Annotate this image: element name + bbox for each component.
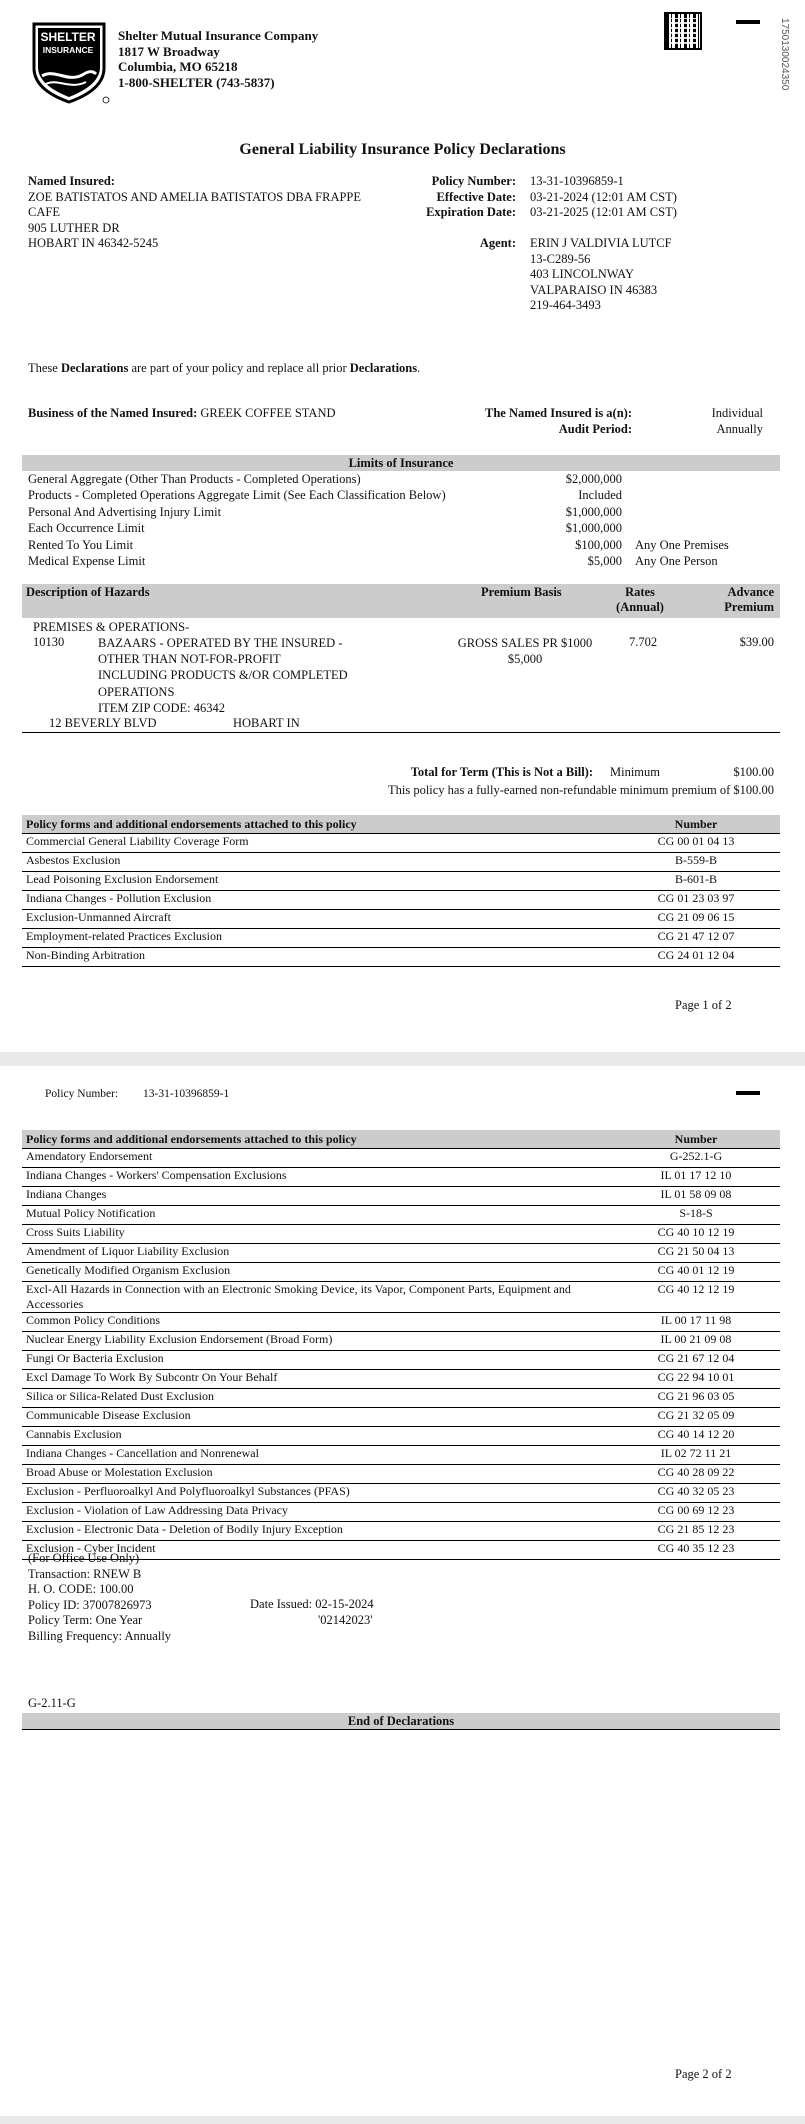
hazard-section: PREMISES & OPERATIONS- (33, 620, 190, 634)
hazard-desc-line: INCLUDING PRODUCTS &/OR COMPLETED (98, 668, 348, 683)
form-name: Excl Damage To Work By Subcontr On Your Behalf (22, 1370, 612, 1389)
page-2 (0, 1066, 805, 2116)
form-row (22, 1465, 780, 1484)
limit-value: $5,000 (587, 553, 622, 568)
decl-bold: Declarations (60, 361, 129, 375)
forms-table-page-1 (22, 815, 780, 967)
date-issued: Date Issued: 02-15-2024 (250, 1597, 374, 1611)
form-row (22, 1503, 780, 1522)
form-row (22, 948, 780, 967)
minimum-premium-note: This policy has a fully-earned non-refundable minimum premium of $100.00 (387, 783, 774, 797)
decl-text: are part of your policy and replace all prior (128, 361, 350, 375)
forms-number-header: Number (612, 1130, 780, 1149)
expiration-date: 03-21-2025 (12:01 AM CST) (530, 205, 677, 219)
page-number: Page 2 of 2 (675, 2067, 732, 2081)
form-row (22, 872, 780, 891)
limits-header: Limits of Insurance (22, 455, 780, 471)
company-address1: 1817 W Broadway (118, 43, 220, 59)
form-name: Amendment of Liquor Liability Exclusion (22, 1244, 612, 1263)
form-number: CG 01 23 03 97 (612, 891, 780, 910)
form-number: CG 21 50 04 13 (612, 1244, 780, 1263)
form-name: Exclusion - Electronic Data - Deletion of Bodily Injury Exception (22, 1522, 612, 1541)
decl-text: . (417, 361, 421, 375)
business-label: Business of the Named Insured: (28, 406, 198, 420)
forms-table-page-2 (22, 1130, 780, 1560)
form-name: Exclusion - Perfluoroalkyl And Polyfluoroalkyl Substances (PFAS) (22, 1484, 612, 1503)
rates-label: Rates (625, 585, 655, 599)
form-name: Indiana Changes - Workers' Compensation Exclusions (22, 1168, 612, 1187)
form-number: IL 01 17 12 10 (612, 1168, 780, 1187)
form-row (22, 1168, 780, 1187)
form-row (22, 1225, 780, 1244)
total-value: $100.00 (733, 765, 774, 779)
forms-header-row (22, 1130, 780, 1149)
form-number: S-18-S (612, 1206, 780, 1225)
limit-label: Rented To You Limit (28, 537, 134, 552)
limit-label: Each Occurrence Limit (28, 521, 145, 536)
limit-value: $2,000,000 (565, 472, 622, 486)
form-row (22, 1370, 780, 1389)
form-name: Commercial General Liability Coverage Form (22, 834, 612, 853)
form-name: Exclusion-Unmanned Aircraft (22, 910, 612, 929)
form-name: Exclusion - Cyber Incident (22, 1541, 612, 1560)
form-name: Amendatory Endorsement (22, 1149, 612, 1168)
form-number: CG 40 28 09 22 (612, 1465, 780, 1484)
hazards-col-rates (604, 585, 676, 615)
named-insured-label: Named Insured: (28, 174, 115, 188)
form-row (22, 1332, 780, 1351)
limit-row (28, 520, 768, 536)
form-name: Non-Binding Arbitration (22, 948, 612, 967)
form-number: IL 00 21 09 08 (612, 1332, 780, 1351)
limit-row (28, 553, 768, 569)
hazard-premium-basis (440, 635, 610, 667)
forms-header: Policy forms and additional endorsements attached to this policy (22, 1130, 612, 1149)
hazards-header (22, 584, 780, 618)
form-name: Broad Abuse or Molestation Exclusion (22, 1465, 612, 1484)
form-number: CG 40 12 12 19 (612, 1282, 780, 1313)
policy-info-values (530, 174, 677, 221)
agent-line: 403 LINCOLNWAY (530, 267, 635, 281)
effective-date-label: Effective Date: (436, 189, 516, 204)
limit-row (28, 487, 768, 503)
form-name: Excl-All Hazards in Connection with an Electronic Smoking Device, its Vapor, Component Parts, Equipment and Accessories (22, 1282, 612, 1313)
form-row (22, 1427, 780, 1446)
office-use-line: Transaction: RNEW B (28, 1566, 142, 1581)
page-1 (0, 0, 805, 1052)
limits-table (28, 471, 768, 569)
limit-row (28, 537, 768, 553)
agent-label: Agent: (479, 236, 516, 250)
form-number: CG 24 01 12 04 (612, 948, 780, 967)
form-number: CG 21 85 12 23 (612, 1522, 780, 1541)
policy-info-labels (380, 174, 516, 221)
limit-note: Any One Premises (635, 537, 729, 552)
location-street: 12 BEVERLY BLVD (49, 716, 157, 730)
form-row (22, 929, 780, 948)
form-number: CG 40 10 12 19 (612, 1225, 780, 1244)
registration-mark (736, 1091, 760, 1095)
audit-period-label: Audit Period: (558, 421, 632, 436)
form-number: CG 21 09 06 15 (612, 910, 780, 929)
hazard-desc-line: OTHER THAN NOT-FOR-PROFIT (98, 652, 281, 667)
form-name: Nuclear Energy Liability Exclusion Endorsement (Broad Form) (22, 1332, 612, 1351)
hazard-rate: 7.702 (629, 635, 658, 649)
limit-label: General Aggregate (Other Than Products - Completed Operations) (28, 472, 361, 486)
hazards-col-description: Description of Hazards (26, 585, 150, 599)
named-insured-line: ZOE BATISTATOS AND AMELIA BATISTATOS DBA FRAPPE (28, 189, 362, 204)
insured-type-labels (400, 406, 632, 437)
rates-annual-label: (Annual) (616, 600, 664, 614)
office-use-line: H. O. CODE: 100.00 (28, 1582, 134, 1596)
form-number: CG 00 69 12 23 (612, 1503, 780, 1522)
limit-label: Personal And Advertising Injury Limit (28, 504, 222, 519)
forms-header-row (22, 815, 780, 834)
forms-number-header: Number (612, 815, 780, 834)
basis-line: GROSS SALES PR $1000 (457, 636, 593, 650)
hazards-rule (22, 732, 780, 733)
form-number: CG 00 01 04 13 (612, 834, 780, 853)
qr-code-icon (664, 12, 702, 50)
company-address-block (118, 28, 318, 90)
page2-policy-number-label: Policy Number: (45, 1088, 119, 1100)
form-code: G-2.11-G (28, 1696, 76, 1710)
form-number: CG 21 47 12 07 (612, 929, 780, 948)
form-row (22, 853, 780, 872)
form-row (22, 1351, 780, 1370)
form-row (22, 1522, 780, 1541)
end-rule (22, 1729, 780, 1730)
form-name: Fungi Or Bacteria Exclusion (22, 1351, 612, 1370)
premium-label: Premium (724, 600, 774, 614)
form-row (22, 1206, 780, 1225)
form-name: Silica or Silica-Related Dust Exclusion (22, 1389, 612, 1408)
form-row (22, 1282, 780, 1313)
form-row (22, 1187, 780, 1206)
policy-number: 13-31-10396859-1 (530, 174, 624, 188)
decl-bold: Declarations (349, 361, 418, 375)
page2-policy-number: 13-31-10396859-1 (143, 1088, 230, 1100)
expiration-date-label: Expiration Date: (426, 205, 516, 219)
form-row (22, 891, 780, 910)
form-number: IL 00 17 11 98 (612, 1313, 780, 1332)
advance-label: Advance (727, 585, 774, 599)
office-use-block (28, 1551, 171, 1644)
hazard-description (98, 635, 348, 716)
form-name: Exclusion - Violation of Law Addressing Data Privacy (22, 1503, 612, 1522)
named-insured-line: CAFE (28, 205, 60, 219)
form-number: CG 40 14 12 20 (612, 1427, 780, 1446)
total-label: Total for Term (This is Not a Bill): (410, 765, 593, 779)
location-city: HOBART IN (233, 716, 300, 730)
hazard-desc-line: BAZAARS - OPERATED BY THE INSURED - (98, 636, 343, 650)
form-name: Cross Suits Liability (22, 1225, 612, 1244)
limit-label: Products - Completed Operations Aggregate Limit (See Each Classification Below) (28, 488, 446, 503)
declarations-note (28, 361, 420, 376)
form-row (22, 1313, 780, 1332)
form-row (22, 1149, 780, 1168)
named-insured-block (28, 174, 361, 252)
logo-text-1: SHELTER (40, 30, 96, 44)
form-row (22, 1484, 780, 1503)
limit-value: Included (578, 488, 622, 503)
form-row (22, 1263, 780, 1282)
form-number: IL 02 72 11 21 (612, 1446, 780, 1465)
page-number: Page 1 of 2 (675, 998, 732, 1012)
form-number: CG 40 32 05 23 (612, 1484, 780, 1503)
form-number: CG 21 67 12 04 (612, 1351, 780, 1370)
agent-block (530, 236, 672, 314)
form-row (22, 910, 780, 929)
form-number: CG 40 35 12 23 (612, 1541, 780, 1560)
form-number: IL 01 58 09 08 (612, 1187, 780, 1206)
total-minimum: Minimum (610, 765, 661, 779)
date-code: '02142023' (318, 1613, 373, 1627)
form-number: G-252.1-G (612, 1149, 780, 1168)
form-name: Indiana Changes - Cancellation and Nonrenewal (22, 1446, 612, 1465)
form-number: CG 21 32 05 09 (612, 1408, 780, 1427)
agent-line: 219-464-3493 (530, 298, 601, 312)
office-use-line: Policy ID: 37007826973 (28, 1597, 152, 1612)
form-name: Indiana Changes (22, 1187, 612, 1206)
agent-line: VALPARAISO IN 46383 (530, 282, 658, 297)
audit-period-value: Annually (716, 421, 763, 436)
side-code: 1750130024350 (779, 18, 790, 91)
hazards-col-premium (702, 585, 774, 615)
end-of-declarations: End of Declarations (22, 1713, 780, 1729)
form-name: Lead Poisoning Exclusion Endorsement (22, 872, 612, 891)
form-row (22, 834, 780, 853)
registration-mark (736, 20, 760, 24)
limit-row (28, 504, 768, 520)
agent-line: ERIN J VALDIVIA LUTCF (530, 236, 672, 250)
business-value: GREEK COFFEE STAND (200, 406, 336, 420)
policy-number-label: Policy Number: (431, 174, 516, 188)
agent-line: 13-C289-56 (530, 251, 591, 266)
limit-value: $1,000,000 (565, 504, 622, 519)
insured-is-value: Individual (711, 406, 763, 420)
company-address2: Columbia, MO 65218 (118, 59, 238, 74)
form-number: B-601-B (612, 872, 780, 891)
logo-text-2: INSURANCE (42, 45, 94, 55)
office-use-line: Policy Term: One Year (28, 1613, 143, 1627)
form-number: CG 21 96 03 05 (612, 1389, 780, 1408)
hazard-desc-line: OPERATIONS (98, 684, 175, 699)
form-name: Employment-related Practices Exclusion (22, 929, 612, 948)
form-number: CG 40 01 12 19 (612, 1263, 780, 1282)
hazard-premium: $39.00 (739, 635, 774, 649)
forms-header: Policy forms and additional endorsements attached to this policy (22, 815, 612, 834)
form-name: Asbestos Exclusion (22, 853, 612, 872)
company-phone: 1-800-SHELTER (743-5837) (118, 74, 275, 90)
limit-label: Medical Expense Limit (28, 553, 146, 568)
named-insured-line: HOBART IN 46342-5245 (28, 236, 159, 250)
form-name: Indiana Changes - Pollution Exclusion (22, 891, 612, 910)
hazard-desc-line: ITEM ZIP CODE: 46342 (98, 700, 225, 715)
business-of-insured (28, 406, 336, 421)
company-name: Shelter Mutual Insurance Company (118, 28, 319, 43)
office-use-line: Billing Frequency: Annually (28, 1628, 172, 1643)
form-name: Mutual Policy Notification (22, 1206, 612, 1225)
form-row (22, 1408, 780, 1427)
page-title: General Liability Insurance Policy Declarations (239, 141, 566, 158)
decl-text: These (28, 361, 61, 375)
form-name: Communicable Disease Exclusion (22, 1408, 612, 1427)
limit-row (28, 471, 768, 487)
basis-amount: $5,000 (507, 652, 543, 667)
form-name: Genetically Modified Organism Exclusion (22, 1263, 612, 1282)
form-row (22, 1389, 780, 1408)
form-row (22, 1244, 780, 1263)
form-row (22, 1446, 780, 1465)
hazards-col-basis: Premium Basis (481, 585, 562, 599)
effective-date: 03-21-2024 (12:01 AM CST) (530, 189, 677, 204)
limit-note: Any One Person (635, 553, 718, 568)
insured-type-values (660, 406, 763, 437)
office-use-line: (For Office Use Only) (28, 1551, 140, 1565)
limit-value: $1,000,000 (565, 521, 622, 536)
hazard-code: 10130 (33, 635, 65, 649)
limit-value: $100,000 (575, 537, 622, 552)
form-name: Cannabis Exclusion (22, 1427, 612, 1446)
form-number: CG 22 94 10 01 (612, 1370, 780, 1389)
insured-is-label: The Named Insured is a(n): (484, 406, 632, 420)
form-number: B-559-B (612, 853, 780, 872)
form-name: Common Policy Conditions (22, 1313, 612, 1332)
named-insured-line: 905 LUTHER DR (28, 220, 120, 235)
